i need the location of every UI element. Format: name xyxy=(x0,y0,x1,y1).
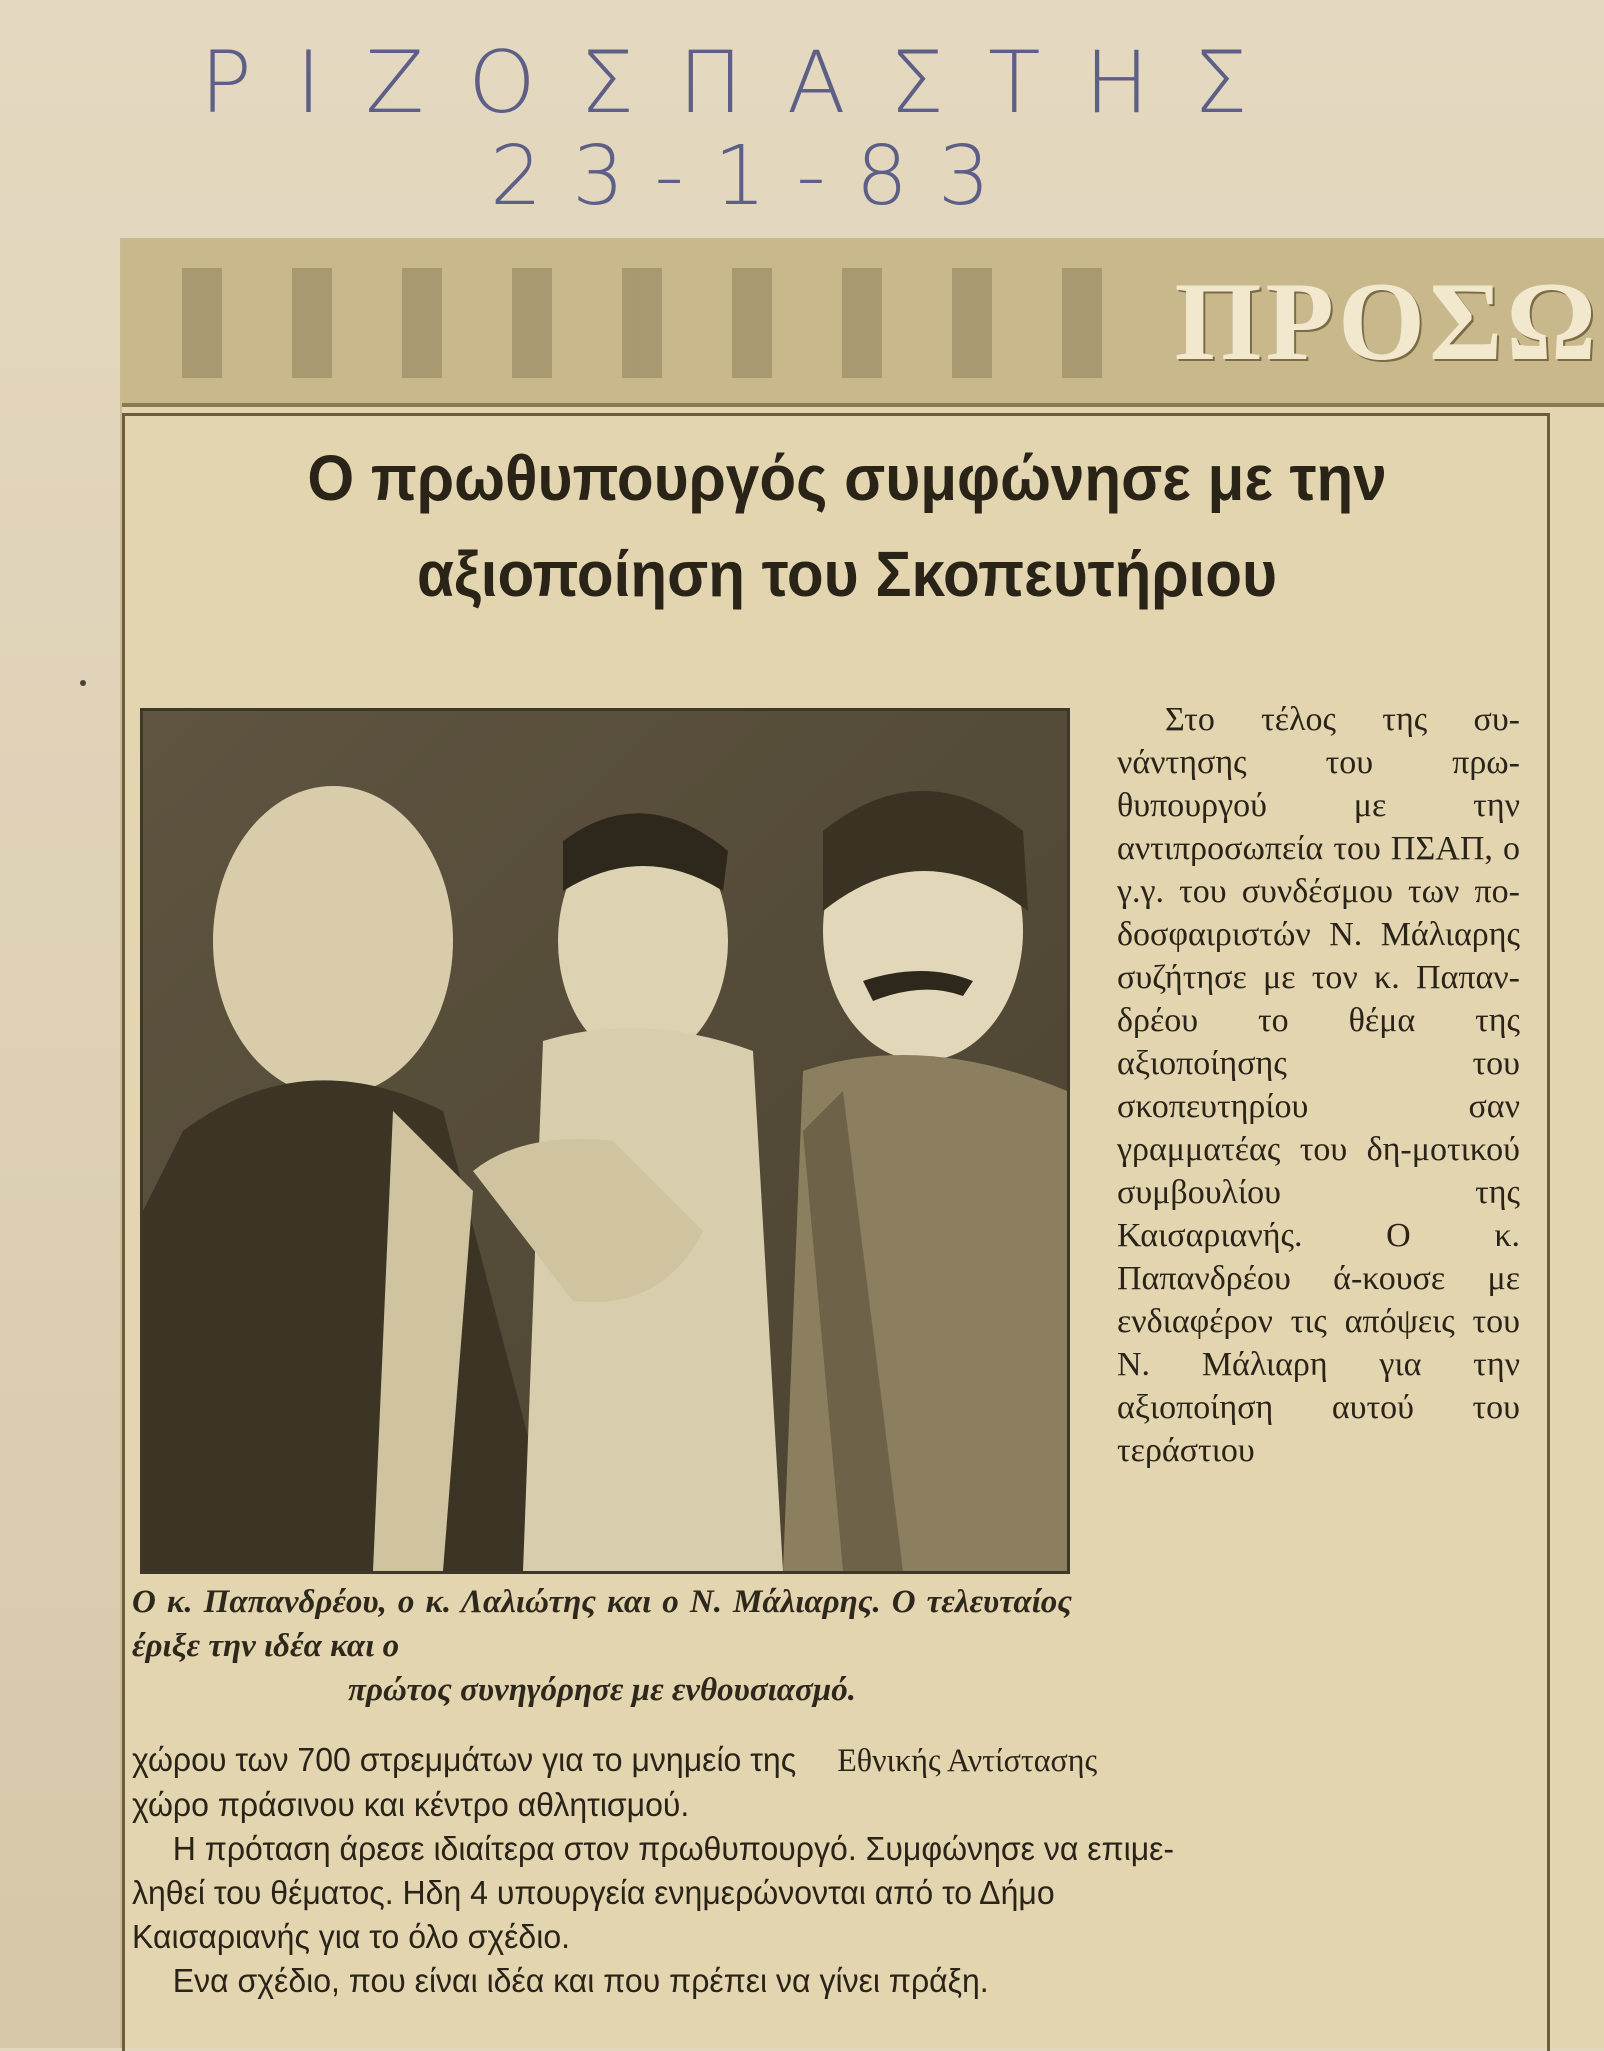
body-line-2: χώρο πράσινου και κέντρο αθλητισμού. xyxy=(132,1786,690,1823)
section-band-title: ΠΡΟΣΩ xyxy=(1174,260,1600,384)
caption-text: Ο κ. Παπανδρέου, ο κ. Λαλιώτης και ο Ν. Μάλιαρης. Ο τελευταίος έριξε την ιδέα και ο xyxy=(132,1584,1072,1664)
photo-illustration xyxy=(143,711,1067,1571)
newspaper-clipping xyxy=(122,238,1604,2048)
photo-caption xyxy=(132,1580,1072,1712)
section-band xyxy=(122,238,1604,407)
band-partial-letters xyxy=(182,268,1162,378)
paper-speck xyxy=(80,680,86,686)
body-line-1-end: Εθνικής Αντίστασης xyxy=(837,1743,1098,1779)
body-line-5: Καισαριανής για το όλο σχέδιο. xyxy=(132,1918,571,1955)
caption-last-line: πρώτος συνηγόρησε με ενθουσιασμό. xyxy=(348,1672,856,1708)
article-body-bottom xyxy=(132,1738,1490,2003)
article-headline xyxy=(184,430,1509,622)
body-line-4: ληθεί του θέματος. Ηδη 4 υπουργεία ενημερώνονται από το Δήμο xyxy=(132,1874,1055,1911)
body-line-1 xyxy=(132,1738,1490,1783)
right-column-paragraph: Στο τέλος της συ-νάντησης του πρω-θυπουργού με την αντιπροσωπεία του ΠΣΑΠ, ο γ.γ. του συνδέσμου των πο-δοσφαιριστών Ν. Μάλιαρης συζήτησε με τον κ. Παπαν-δρέου το θέμα της αξιοποίησης του σκοπευτηρίου σαν γραμματέας του δη-μοτικού συμβουλίου της Καισαριανής. Ο κ. Παπανδρέου ά-κουσε με ενδιαφέρον τις απόψεις του Ν. Μάλιαρη για την αξιοποίηση αυτού του τεράστιου xyxy=(1117,701,1520,1469)
headline-line-1: Ο πρωθυπουργός συμφώνησε με την xyxy=(307,442,1387,514)
right-text-column xyxy=(1117,698,1520,1472)
handwritten-note xyxy=(190,33,1292,224)
body-line-3: Η πρόταση άρεσε ιδιαίτερα στον πρωθυπουργό. Συμφώνησε να επιμε- xyxy=(172,1830,1175,1867)
body-line-6: Ενα σχέδιο, που είναι ιδέα και που πρέπει να γίνει πράξη. xyxy=(172,1962,989,1999)
headline-line-2: αξιοποίηση του Σκοπευτήριου xyxy=(416,538,1278,610)
body-line-1-start: χώρου των 700 στρεμμάτων για το μνημείο της xyxy=(132,1741,797,1778)
article-photo xyxy=(140,708,1070,1574)
handwritten-newspaper-name: ΡΙΖΟΣΠΑΣΤΗΣ xyxy=(200,33,1292,133)
handwritten-date: 23-1-83 xyxy=(490,129,1021,224)
